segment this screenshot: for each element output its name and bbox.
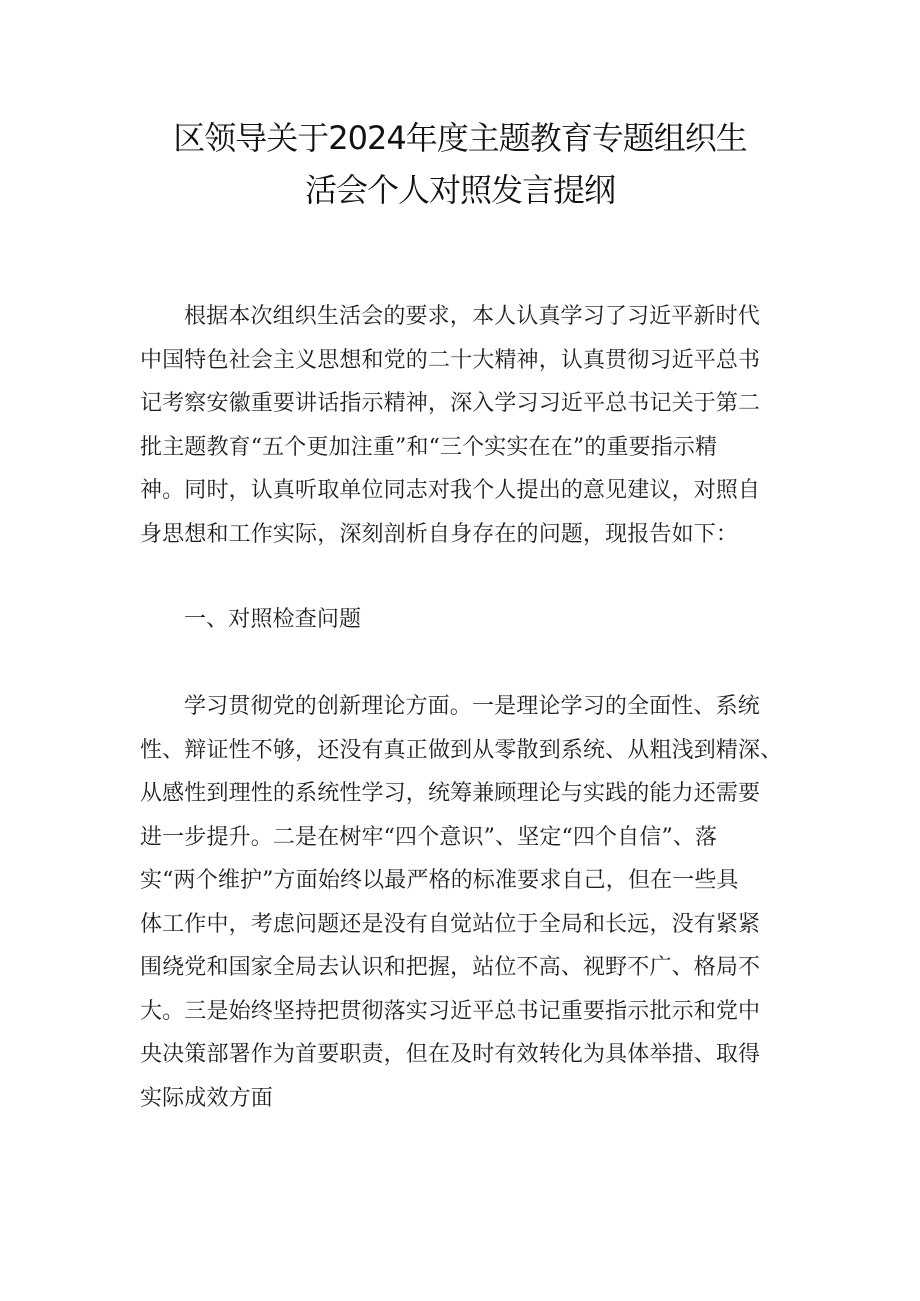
theory-line: 性、辩证性不够，还没有真正做到从零散到系统、从粗浅到精深、 bbox=[140, 737, 783, 763]
theory-line: 进一步提升。二是在树牢“四个意识”、坚定“四个自信”、落 bbox=[140, 824, 718, 850]
theory-line: 从感性到理性的系统性学习，统筹兼顾理论与实践的能力还需要 bbox=[140, 781, 761, 806]
title-line-2: 活会个人对照发言提纲 bbox=[304, 171, 615, 209]
intro-line: 批主题教育“五个更加注重”和“三个实实在在”的重要指示精 bbox=[140, 434, 718, 460]
intro-line: 根据本次组织生活会的要求，本人认真学习了习近平新时代 bbox=[184, 304, 760, 329]
theory-line: 围绕党和国家全局去认识和把握，站位不高、视野不广、格局不 bbox=[140, 955, 761, 980]
intro-line: 身思想和工作实际，深刻剖析自身存在的问题，现报告如下： bbox=[140, 521, 739, 547]
intro-line: 中国特色社会主义思想和党的二十大精神，认真贯彻习近平总书 bbox=[140, 347, 761, 373]
theory-line: 大。三是始终坚持把贯彻落实习近平总书记重要指示批示和党中 bbox=[140, 998, 761, 1024]
document-title bbox=[120, 112, 800, 216]
theory-line: 央决策部署作为首要职责，但在及时有效转化为具体举措、取得 bbox=[140, 1042, 761, 1067]
theory-paragraph bbox=[140, 685, 785, 1120]
theory-line: 体工作中，考虑问题还是没有自觉站位于全局和长远，没有紧紧 bbox=[140, 911, 761, 937]
section-heading bbox=[140, 598, 785, 642]
theory-line: 实“两个维护”方面始终以最严格的标准要求自己，但在一些具 bbox=[140, 868, 739, 893]
intro-line: 神。同时，认真听取单位同志对我个人提出的意见建议，对照自 bbox=[140, 478, 761, 503]
theory-line: 实际成效方面 bbox=[140, 1085, 273, 1111]
section-heading-text: 一、对照检查问题 bbox=[184, 607, 362, 632]
theory-line: 学习贯彻党的创新理论方面。一是理论学习的全面性、系统 bbox=[184, 694, 760, 719]
intro-line: 记考察安徽重要讲话指示精神，深入学习习近平总书记关于第二 bbox=[140, 391, 761, 416]
intro-paragraph bbox=[140, 295, 785, 556]
title-line-1: 区领导关于2024年度主题教育专题组织生 bbox=[173, 119, 747, 157]
